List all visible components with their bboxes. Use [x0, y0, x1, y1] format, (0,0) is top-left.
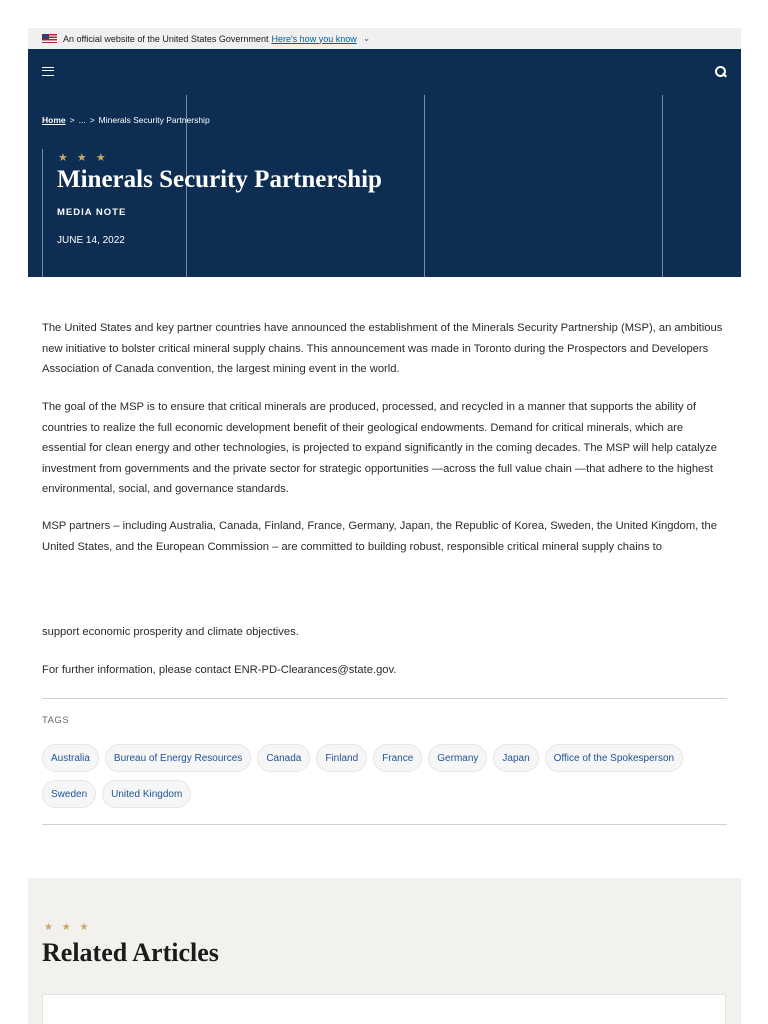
decorative-line: [424, 95, 425, 277]
tag-united-kingdom[interactable]: United Kingdom: [102, 780, 191, 808]
us-flag-icon: [42, 34, 57, 43]
stars-icon: ★ ★ ★: [58, 152, 109, 164]
tag-sweden[interactable]: Sweden: [42, 780, 96, 808]
tag-japan[interactable]: Japan: [493, 744, 538, 772]
chevron-down-icon[interactable]: ⌄: [362, 33, 371, 43]
hero-banner: [28, 49, 741, 277]
article-paragraph: The goal of the MSP is to ensure that critical minerals are produced, processed, and recycled in a manner that supports the ability of countries to realize the full economic development benefit of their geological endowments. Demand for critical minerals, which are essential for clean energy and other technologies, is projected to expand significantly in the coming decades. The MSP will help catalyze investment from governments and the private sector for strategic opportunities —across the full value chain —that adhere to the highest environmental, social, and governance standards.: [42, 401, 717, 495]
related-articles-title: Related Articles: [42, 938, 219, 967]
article-paragraph: The United States and key partner countries have announced the establishment of the Minerals Security Partnership (MSP), an ambitious new initiative to bolster critical mineral supply chains. This announcement was made in Toronto during the Prospectors and Developers Association of Canada convention, the largest mining event in the world.: [42, 322, 723, 375]
search-icon[interactable]: [715, 66, 727, 78]
menu-icon[interactable]: [42, 67, 54, 76]
article-paragraph: support economic prosperity and climate objectives.: [42, 626, 299, 638]
content-type-label: MEDIA NOTE: [57, 207, 127, 218]
tag-bureau-of-energy-resources[interactable]: Bureau of Energy Resources: [105, 744, 251, 772]
article-paragraph: MSP partners – including Australia, Canada, Finland, France, Germany, Japan, the Republic of Korea, Sweden, the United Kingdom, the United States, and the European Commission – are committed to building robust, responsible critical mineral supply chains to: [42, 520, 717, 553]
divider: [42, 824, 727, 825]
publish-date: JUNE 14, 2022: [57, 235, 125, 246]
gov-banner-text: An official website of the United States Government: [63, 33, 269, 44]
breadcrumb: [42, 115, 210, 125]
heres-how-you-know-link[interactable]: Here's how you know: [271, 33, 357, 44]
divider: [42, 698, 727, 699]
breadcrumb-separator: >: [89, 115, 95, 125]
breadcrumb-home-link[interactable]: Home: [42, 115, 66, 125]
stars-icon: ★ ★ ★: [44, 922, 92, 933]
tag-germany[interactable]: Germany: [428, 744, 487, 772]
tags-list: [42, 744, 732, 808]
tags-label: TAGS: [42, 715, 70, 726]
article-paragraph: For further information, please contact ENR-PD-Clearances@state.gov.: [42, 664, 397, 676]
decorative-line: [42, 149, 43, 277]
breadcrumb-current: Minerals Security Partnership: [98, 115, 210, 125]
related-articles-section: [28, 878, 741, 1024]
page-title: Minerals Security Partnership: [57, 166, 382, 193]
gov-banner: [28, 28, 741, 49]
tag-canada[interactable]: Canada: [257, 744, 310, 772]
decorative-line: [662, 95, 663, 277]
tag-france[interactable]: France: [373, 744, 422, 772]
tag-australia[interactable]: Australia: [42, 744, 99, 772]
breadcrumb-ellipsis[interactable]: ...: [78, 115, 86, 125]
related-article-card[interactable]: [42, 994, 726, 1024]
tag-office-of-the-spokesperson[interactable]: Office of the Spokesperson: [545, 744, 683, 772]
breadcrumb-separator: >: [69, 115, 75, 125]
tag-finland[interactable]: Finland: [316, 744, 367, 772]
